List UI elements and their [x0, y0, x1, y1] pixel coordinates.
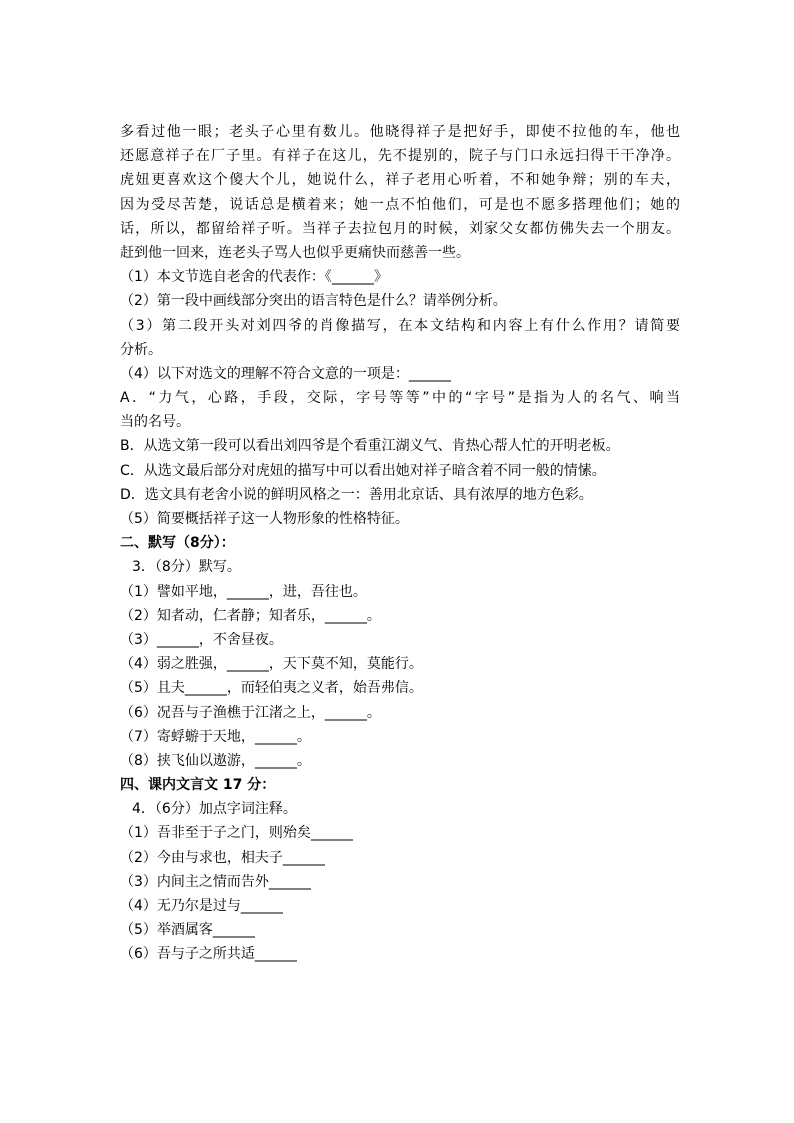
section-4-heading: 四、课内文言文 17 分：: [120, 777, 276, 794]
section-2-question: 3．（8分）默写。: [132, 559, 241, 576]
question-3: （3）第二段开头对刘四爷的肖像描写，在本文结构和内容上有什么作用？请简要: [120, 317, 680, 334]
annotation-item-2: （2）今由与求也，相夫子______: [120, 849, 325, 866]
annotation-item-3: （3）内间主之情而告外______: [120, 873, 311, 890]
dictation-item-1: （1）譬如平地，______，进，吾往也。: [120, 583, 367, 600]
question-3-cont: 分析。: [120, 341, 162, 358]
dictation-item-8: （8）挟飞仙以遨游，______。: [120, 752, 311, 769]
passage-line-2: 还愿意祥子在厂子里。有祥子在这儿，先不提别的，院子与门口永远扫得干干净净。: [120, 148, 680, 165]
section-dictation: [120, 531, 680, 773]
question-2: （2）第一段中画线部分突出的语言特色是什么？请举例分析。: [120, 293, 507, 310]
annotation-item-5: （5）举酒属客______: [120, 922, 255, 939]
dictation-item-7: （7）寄蜉蝣于天地，______。: [120, 728, 311, 745]
reading-questions: [120, 265, 680, 531]
passage-line-6: 赶到他一回来，连老头子骂人也似乎更痛快而慈善一些。: [120, 244, 470, 261]
section-2-heading: 二、默写（8分）：: [120, 535, 235, 552]
option-b: B．从选文第一段可以看出刘四爷是个看重江湖义气、肯热心帮人忙的开明老板。: [120, 438, 620, 455]
passage-line-4: 因为受尽苦楚，说话总是横着来；她一点不怕他们，可是也不愿多搭理他们；她的: [120, 196, 680, 213]
dictation-item-6: （6）况吾与子渔樵于江渚之上，______。: [120, 704, 381, 721]
passage-line-3: 虎妞更喜欢这个傻大个儿，她说什么，祥子老用心听着，不和她争辩；别的车夫，: [120, 172, 680, 189]
passage: [120, 120, 680, 265]
dictation-item-3: （3）______，不舍昼夜。: [120, 631, 283, 648]
option-c: C．从选文最后部分对虎妞的描写中可以看出她对祥子暗含着不同一般的情愫。: [120, 462, 606, 479]
document-content: [120, 120, 680, 967]
annotation-item-4: （4）无乃尔是过与______: [120, 898, 283, 914]
annotation-item-6: （6）吾与子之所共适______: [120, 946, 297, 963]
section-4-question: 4．（6分）加点字词注释。: [132, 801, 297, 818]
dictation-item-5: （5）且夫______，而轻伯夷之义者，始吾弗信。: [120, 680, 423, 697]
option-a: A．“力气，心路，手段，交际，字号等等”中的“字号”是指为人的名气、响当: [120, 390, 680, 407]
option-d: D．选文具有老舍小说的鲜明风格之一：善用北京话、具有浓厚的地方色彩。: [120, 486, 593, 503]
annotation-item-1: （1）吾非至于子之门，则殆矣______: [120, 825, 353, 842]
question-4: （4）以下对选文的理解不符合文意的一项是：______: [120, 365, 451, 382]
question-5: （5）简要概括祥子这一人物形象的性格特征。: [120, 511, 409, 527]
option-a-cont: 当的名号。: [120, 414, 190, 431]
dictation-item-4: （4）弱之胜强，______，天下莫不知，莫能行。: [120, 656, 423, 673]
question-1: （1）本文节选自老舍的代表作：《______》: [120, 269, 388, 286]
passage-line-5: 话，所以，都留给祥子听。当祥子去拉包月的时候，刘家父女都仿佛失去一个朋友。: [120, 220, 680, 237]
section-classical-chinese: [120, 773, 680, 967]
dictation-item-2: （2）知者动，仁者静；知者乐，______。: [120, 607, 381, 624]
passage-line-1: 多看过他一眼；老头子心里有数儿。他晓得祥子是把好手，即使不拉他的车，他也: [120, 124, 680, 140]
